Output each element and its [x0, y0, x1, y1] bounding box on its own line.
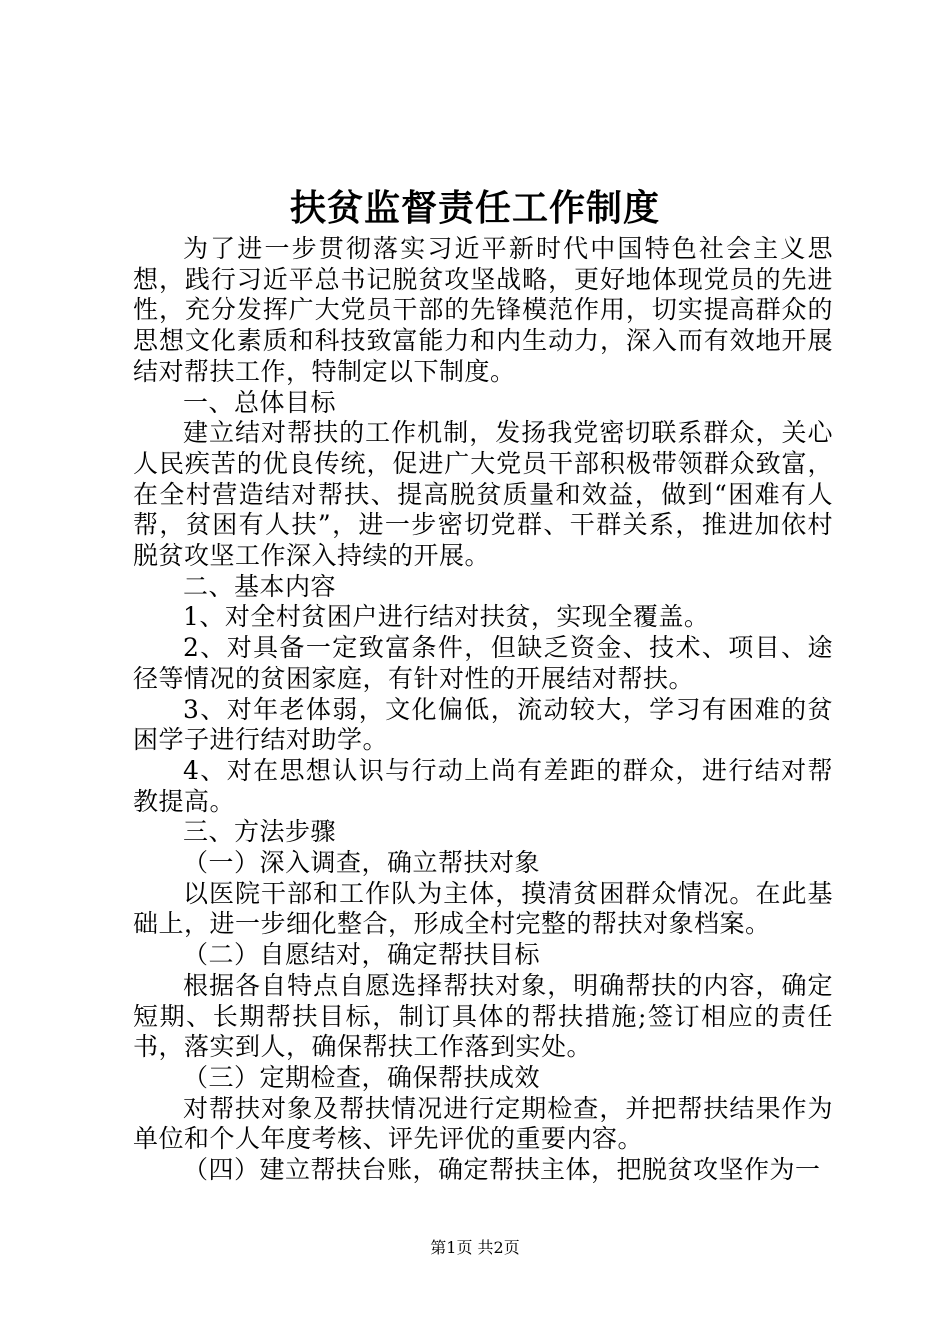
list-item-1: 1、对全村贫困户进行结对扶贫，实现全覆盖。	[183, 602, 710, 632]
list-item-4: 4、对在思想认识与行动上尚有差距的群众，进行结对帮教提高。	[133, 755, 833, 816]
paragraph-intro: 为了进一步贯彻落实习近平新时代中国特色社会主义思想，践行习近平总书记脱贫攻坚战略，更好地体现党员的先进性，充分发挥广大党员干部的先锋模范作用，切实提高群众的思想文化素质和科技致富能力和内生动力，深入而有效地开展结对帮扶工作，特制定以下制度。	[133, 234, 833, 386]
paragraph-goal: 建立结对帮扶的工作机制，发扬我党密切联系群众，关心人民疾苦的优良传统，促进广大党员干部积极带领群众致富，在全村营造结对帮扶、提高脱贫质量和效益，做到“困难有人帮，贫困有人扶”，进一步密切党群、干群关系，推进加依村脱贫攻坚工作深入持续的开展。	[133, 418, 833, 571]
document-body	[133, 234, 833, 1186]
paragraph-step-3: 对帮扶对象及帮扶情况进行定期检查，并把帮扶结果作为单位和个人年度考核、评先评优的重要内容。	[133, 1093, 833, 1154]
subsection-heading-2: （二）自愿结对，确定帮扶目标	[183, 940, 541, 970]
subsection-heading-4: （四）建立帮扶台账，确定帮扶主体，把脱贫攻坚作为一	[183, 1155, 821, 1185]
subsection-heading-3: （三）定期检查，确保帮扶成效	[183, 1062, 541, 1092]
list-item-3: 3、对年老体弱，文化偏低，流动较大，学习有困难的贫困学子进行结对助学。	[133, 694, 833, 755]
paragraph-step-2: 根据各自特点自愿选择帮扶对象，明确帮扶的内容，确定短期、长期帮扶目标，制订具体的帮扶措施;签订相应的责任书，落实到人，确保帮扶工作落到实处。	[133, 970, 833, 1062]
section-heading-2: 二、基本内容	[183, 571, 337, 601]
section-heading-1: 一、总体目标	[183, 387, 337, 417]
list-item-2: 2、对具备一定致富条件，但缺乏资金、技术、项目、途径等情况的贫困家庭，有针对性的开展结对帮扶。	[133, 633, 833, 693]
paragraph-step-1: 以医院干部和工作队为主体，摸清贫困群众情况。在此基础上，进一步细化整合，形成全村完整的帮扶对象档案。	[133, 878, 833, 939]
subsection-heading-1: （一）深入调查，确立帮扶对象	[183, 848, 541, 878]
page-footer: 第1页 共2页	[430, 1238, 520, 1257]
section-heading-3: 三、方法步骤	[183, 817, 337, 847]
document-title: 扶贫监督责任工作制度	[289, 187, 660, 229]
